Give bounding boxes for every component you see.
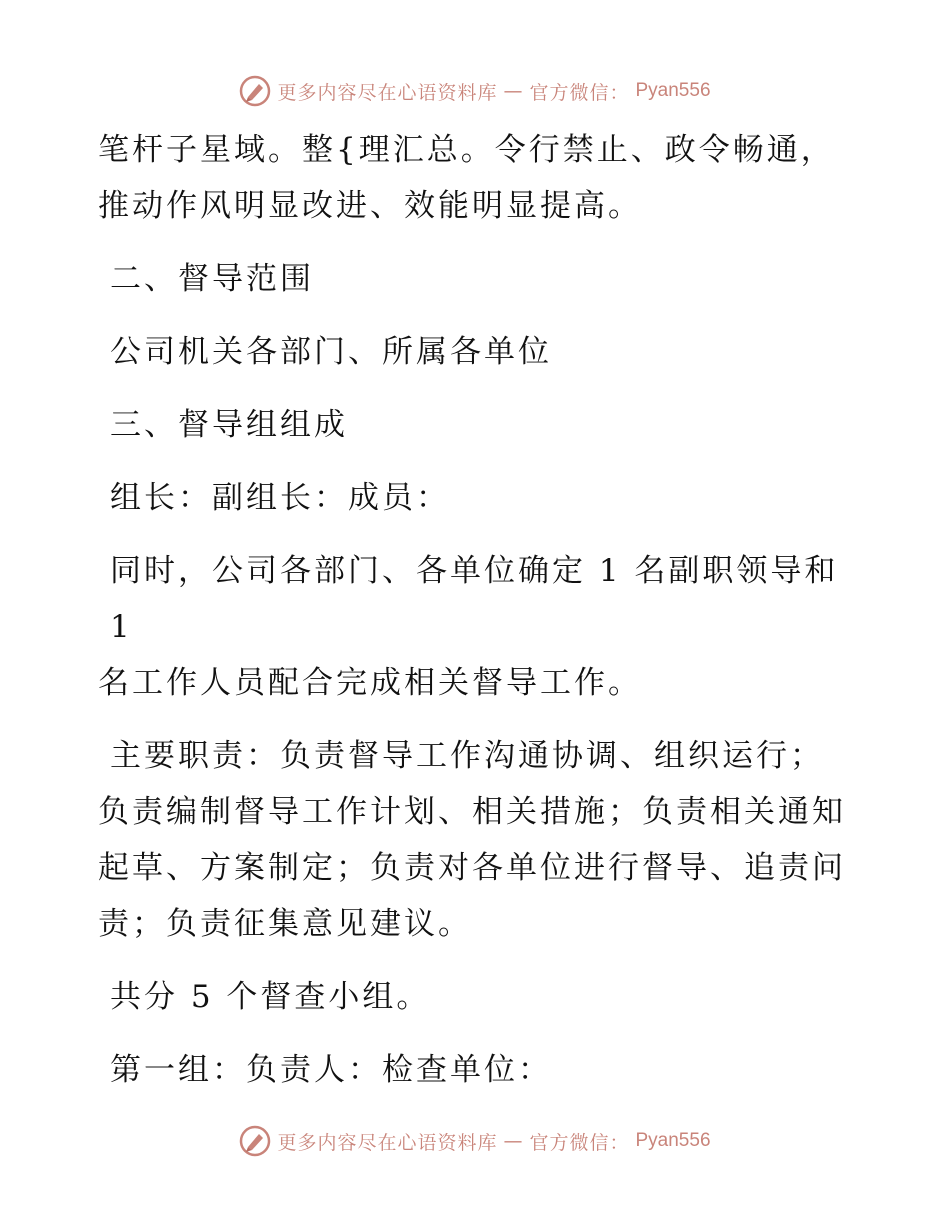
text-line: 起草、方案制定；负责对各单位进行督导、追责问 (98, 850, 846, 886)
watermark-wechat-id: Pyan556 (635, 80, 711, 101)
text-line: 笔杆子星域。整{理汇总。令行禁止、政令畅通， (98, 132, 835, 168)
text-line: 第一组：负责人：检查单位： (110, 1052, 552, 1088)
paragraph-cooperation (98, 543, 868, 711)
watermark-wechat-label: 官方微信： (529, 81, 630, 104)
paragraph-group-one (98, 1042, 868, 1098)
watermark-wechat-label: 官方微信： (529, 1131, 630, 1154)
paragraph-team-roles (98, 470, 868, 526)
paragraph-responsibilities (98, 728, 868, 952)
paragraph-intro-end (98, 122, 868, 234)
watermark-wechat-id: Pyan556 (635, 1130, 711, 1151)
text-line: 三、督导组组成 (110, 407, 348, 443)
text-line: 组长：副组长：成员： (110, 480, 450, 516)
text-line: 公司机关各部门、所属各单位 (110, 334, 552, 370)
text-line: 共分 5 个督查小组。 (110, 979, 431, 1015)
text-line: 主要职责：负责督导工作沟通协调、组织运行； (110, 738, 824, 774)
watermark-separator: — (503, 1130, 524, 1152)
paragraph-groups (98, 969, 868, 1025)
text-line: 名工作人员配合完成相关督导工作。 (98, 665, 642, 701)
text-line: 责；负责征集意见建议。 (98, 906, 472, 942)
brand-logo-icon (239, 1125, 271, 1157)
section-heading-team (98, 397, 868, 453)
text-line: 二、督导范围 (110, 261, 314, 297)
watermark-brand-text: 更多内容尽在心语资料库 (277, 81, 498, 104)
text-line: 负责编制督导工作计划、相关措施；负责相关通知 (98, 794, 846, 830)
text-line: 推动作风明显改进、效能明显提高。 (98, 188, 642, 224)
text-line: 同时，公司各部门、各单位确定 1 名副职领导和 1 (110, 553, 839, 645)
watermark-separator: — (503, 80, 524, 102)
document-body (98, 122, 868, 1115)
brand-logo-icon (239, 75, 271, 107)
paragraph-scope (98, 324, 868, 380)
header-watermark (0, 71, 950, 111)
watermark-brand-text: 更多内容尽在心语资料库 (277, 1131, 498, 1154)
footer-watermark (0, 1121, 950, 1161)
section-heading-scope (98, 251, 868, 307)
